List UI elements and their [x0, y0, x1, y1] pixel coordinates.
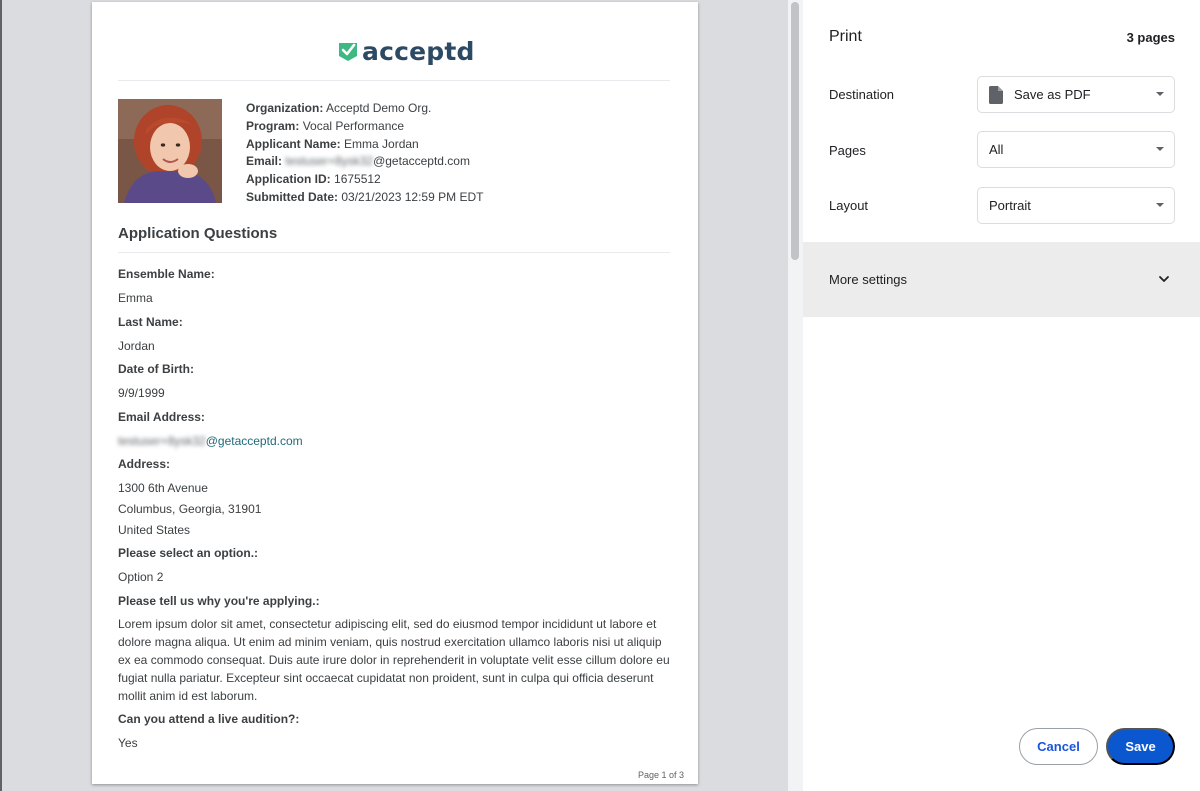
destination-value: Save as PDF — [1014, 87, 1091, 102]
preview-scrollbar-thumb[interactable] — [791, 2, 799, 260]
answer-address-line-2: Columbus, Georgia, 31901 — [118, 502, 262, 516]
meta-applicant-name: Applicant Name: Emma Jordan — [246, 136, 419, 151]
checkmark-logo-icon — [338, 40, 358, 62]
window-edge — [0, 0, 2, 791]
answer-select-option: Option 2 — [118, 570, 164, 584]
destination-select[interactable] — [977, 76, 1175, 113]
page-footer: Page 1 of 3 — [637, 770, 684, 780]
meta-email: Email: testuser+8ysk32@getacceptd.com — [246, 154, 470, 169]
header-divider — [118, 80, 670, 81]
panel-title: Print — [829, 28, 862, 45]
meta-organization: Organization: Acceptd Demo Org. — [246, 101, 432, 115]
meta-submitted-date: Submitted Date: 03/21/2023 12:59 PM EDT — [246, 189, 484, 204]
destination-label: Destination — [829, 87, 895, 102]
question-email-address: Email Address: — [118, 410, 205, 424]
answer-ensemble-name: Emma — [118, 291, 153, 305]
pages-label: Pages — [829, 143, 866, 158]
acceptd-logo — [338, 36, 475, 66]
answer-why-applying: Lorem ipsum dolor sit amet, consectetur adipiscing elit, sed do eiusmod tempor incididunt ut labore et dolore magna aliqua. Ut enim ad minim veniam, quis nostrud exercitation ullamco laboris nisi ut aliquip ex ea commodo consequat. Duis aute irure dolor in reprehenderit in voluptate velit esse cillum dolore eu fugiat nulla pariatur. Excepteur sint occaecat cupidatat non proident, sunt in culpa qui officia deserunt mollit anim id est laborum. — [118, 617, 670, 703]
question-date-of-birth: Date of Birth: — [118, 362, 194, 376]
answer-live-audition: Yes — [118, 736, 138, 750]
meta-program: Program: Vocal Performance — [246, 118, 405, 133]
cancel-button[interactable]: Cancel — [1019, 728, 1098, 765]
question-select-option: Please select an option.: — [118, 546, 259, 560]
expand-chevron-icon — [1158, 273, 1170, 285]
more-settings-toggle[interactable] — [803, 242, 1200, 317]
question-address: Address: — [118, 457, 171, 471]
answer-email-address[interactable]: testuser+8ysk32@getacceptd.com — [118, 434, 303, 448]
page-count: 3 pages — [1126, 30, 1175, 45]
chevron-down-icon — [1156, 203, 1164, 207]
chevron-down-icon — [1156, 147, 1164, 151]
question-last-name: Last Name: — [118, 315, 183, 329]
layout-label: Layout — [829, 198, 869, 213]
section-divider — [118, 252, 670, 253]
answer-address-line-1: 1300 6th Avenue — [118, 481, 208, 495]
preview-page — [92, 2, 698, 784]
pages-select[interactable] — [977, 131, 1175, 168]
layout-value: Portrait — [989, 198, 1031, 213]
answer-address-line-3: United States — [118, 523, 191, 537]
applicant-photo — [118, 99, 222, 203]
section-title: Application Questions — [118, 225, 278, 242]
answer-last-name: Jordan — [118, 339, 155, 353]
chevron-down-icon — [1156, 92, 1164, 96]
pages-value: All — [989, 142, 1004, 157]
applicant-portrait-image — [118, 99, 222, 203]
answer-date-of-birth: 9/9/1999 — [118, 386, 165, 400]
question-live-audition: Can you attend a live audition?: — [118, 712, 300, 726]
save-button[interactable]: Save — [1106, 728, 1175, 765]
applicant-meta — [246, 100, 483, 207]
document-icon — [989, 86, 1003, 104]
logo-text: acceptd — [362, 36, 475, 66]
question-ensemble-name: Ensemble Name: — [118, 267, 215, 281]
question-why-applying: Please tell us why you're applying.: — [118, 594, 320, 608]
print-settings-panel — [803, 0, 1200, 791]
meta-application-id: Application ID: 1675512 — [246, 172, 381, 187]
layout-select[interactable] — [977, 187, 1175, 224]
more-settings-label: More settings — [829, 272, 908, 287]
